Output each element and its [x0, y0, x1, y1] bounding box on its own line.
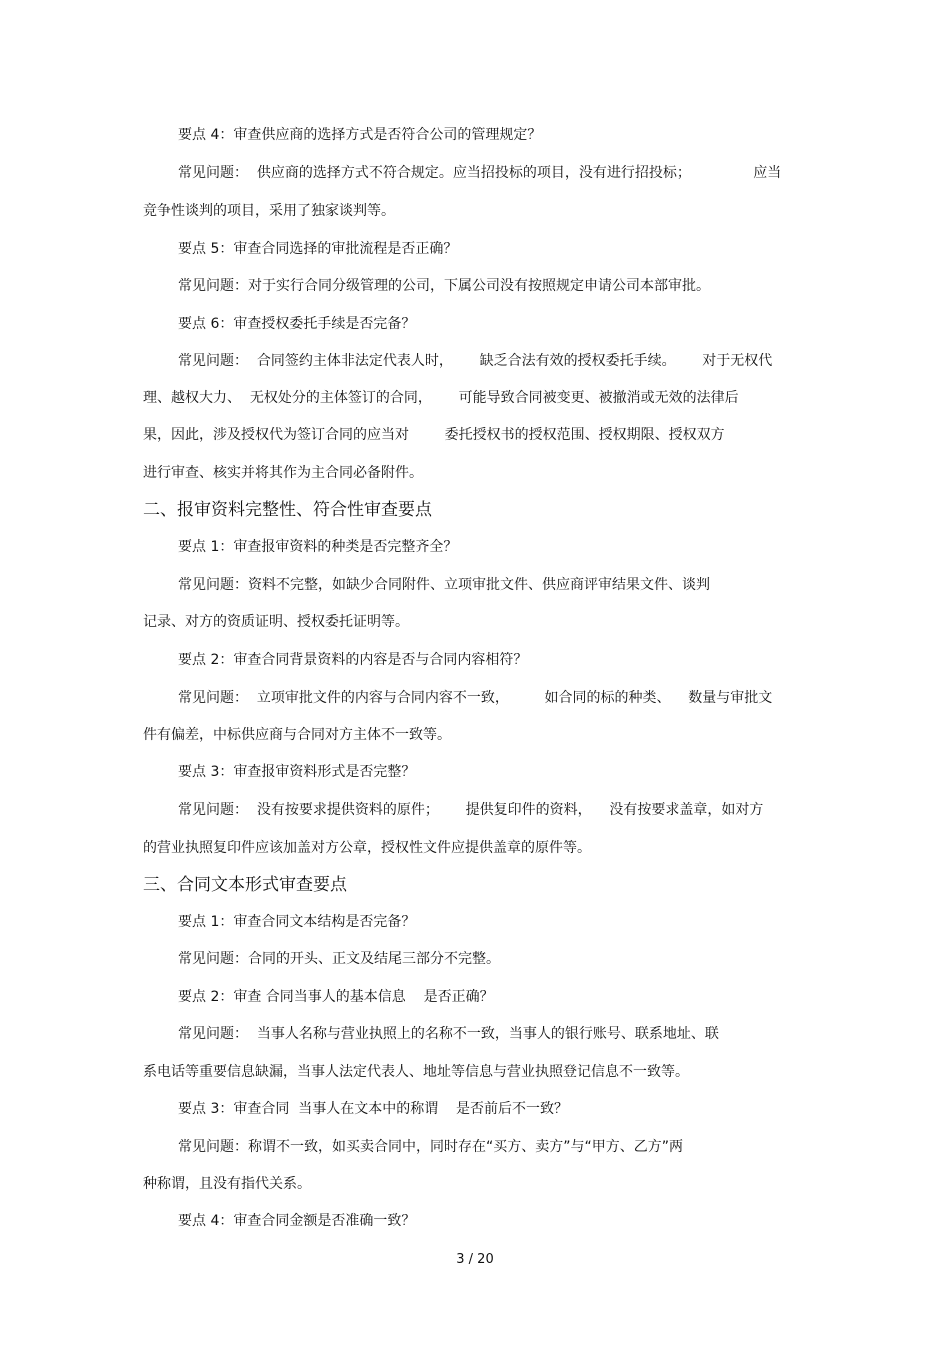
point-1-line: 要点 1：审查报审资料的种类是否完整齐全？: [178, 539, 458, 555]
issue-continuation: 件有偏差，中标供应商与合同对方主体不一致等。: [143, 727, 451, 743]
issue-line: 常见问题：对于实行合同分级管理的公司，下属公司没有按照规定申请公司本部审批。: [178, 278, 710, 294]
point-6-line: 要点 6：审查授权委托手续是否完备？: [178, 316, 416, 332]
page-number: 3 / 20: [456, 1252, 494, 1267]
issue-continuation: 竞争性谈判的项目，采用了独家谈判等。: [143, 203, 395, 219]
issue-line: 常见问题： 供应商的选择方式不符合规定。应当招投标的项目，没有进行招投标； 应当: [178, 165, 782, 181]
issue-continuation: 果，因此，涉及授权代为签订合同的应当对 委托授权书的授权范围、授权期限、授权双方: [143, 427, 725, 443]
point-4-line: 要点 4：审查供应商的选择方式是否符合公司的管理规定？: [178, 127, 542, 143]
point-2-line: 要点 2：审查合同背景资料的内容是否与合同内容相符？: [178, 652, 528, 668]
issue-continuation: 进行审查、核实并将其作为主合同必备附件。: [143, 465, 423, 481]
issue-continuation: 记录、对方的资质证明、授权委托证明等。: [143, 614, 409, 630]
issue-line: 常见问题： 当事人名称与营业执照上的名称不一致，当事人的银行账号、联系地址、联: [178, 1026, 719, 1042]
point-3-line: 要点 3：审查合同 当事人在文本中的称谓 是否前后不一致？: [178, 1101, 569, 1117]
issue-line: 常见问题：称谓不一致，如买卖合同中，同时存在“买方、卖方”与“甲方、乙方”两: [178, 1139, 684, 1155]
point-5-line: 要点 5：审查合同选择的审批流程是否正确？: [178, 241, 458, 257]
issue-line: 常见问题： 合同签约主体非法定代表人时， 缺乏合法有效的授权委托手续。 对于无权代: [178, 353, 773, 369]
issue-continuation: 理、越权大力、 无权处分的主体签订的合同， 可能导致合同被变更、被撤消或无效的法律后: [143, 390, 739, 406]
issue-continuation: 种称谓，且没有指代关系。: [143, 1176, 311, 1192]
point-4-line: 要点 4：审查合同金额是否准确一致？: [178, 1213, 416, 1229]
issue-line: 常见问题： 没有按要求提供资料的原件； 提供复印件的资料， 没有按要求盖章，如对方: [178, 802, 764, 818]
point-2-line: 要点 2：审查 合同当事人的基本信息 是否正确？: [178, 989, 494, 1005]
point-3-line: 要点 3：审查报审资料形式是否完整？: [178, 764, 416, 780]
issue-line: 常见问题： 立项审批文件的内容与合同内容不一致， 如合同的标的种类、 数量与审批文: [178, 690, 773, 706]
point-1-line: 要点 1：审查合同文本结构是否完备？: [178, 914, 416, 930]
issue-continuation: 的营业执照复印件应该加盖对方公章，授权性文件应提供盖章的原件等。: [143, 840, 591, 856]
issue-continuation: 系电话等重要信息缺漏，当事人法定代表人、地址等信息与营业执照登记信息不一致等。: [143, 1064, 689, 1080]
section-heading-2: 二、报审资料完整性、符合性审查要点: [143, 500, 432, 520]
section-heading-3: 三、合同文本形式审查要点: [143, 875, 347, 895]
issue-line: 常见问题：资料不完整，如缺少合同附件、立项审批文件、供应商评审结果文件、谈判: [178, 577, 710, 593]
issue-line: 常见问题：合同的开头、正文及结尾三部分不完整。: [178, 951, 500, 967]
